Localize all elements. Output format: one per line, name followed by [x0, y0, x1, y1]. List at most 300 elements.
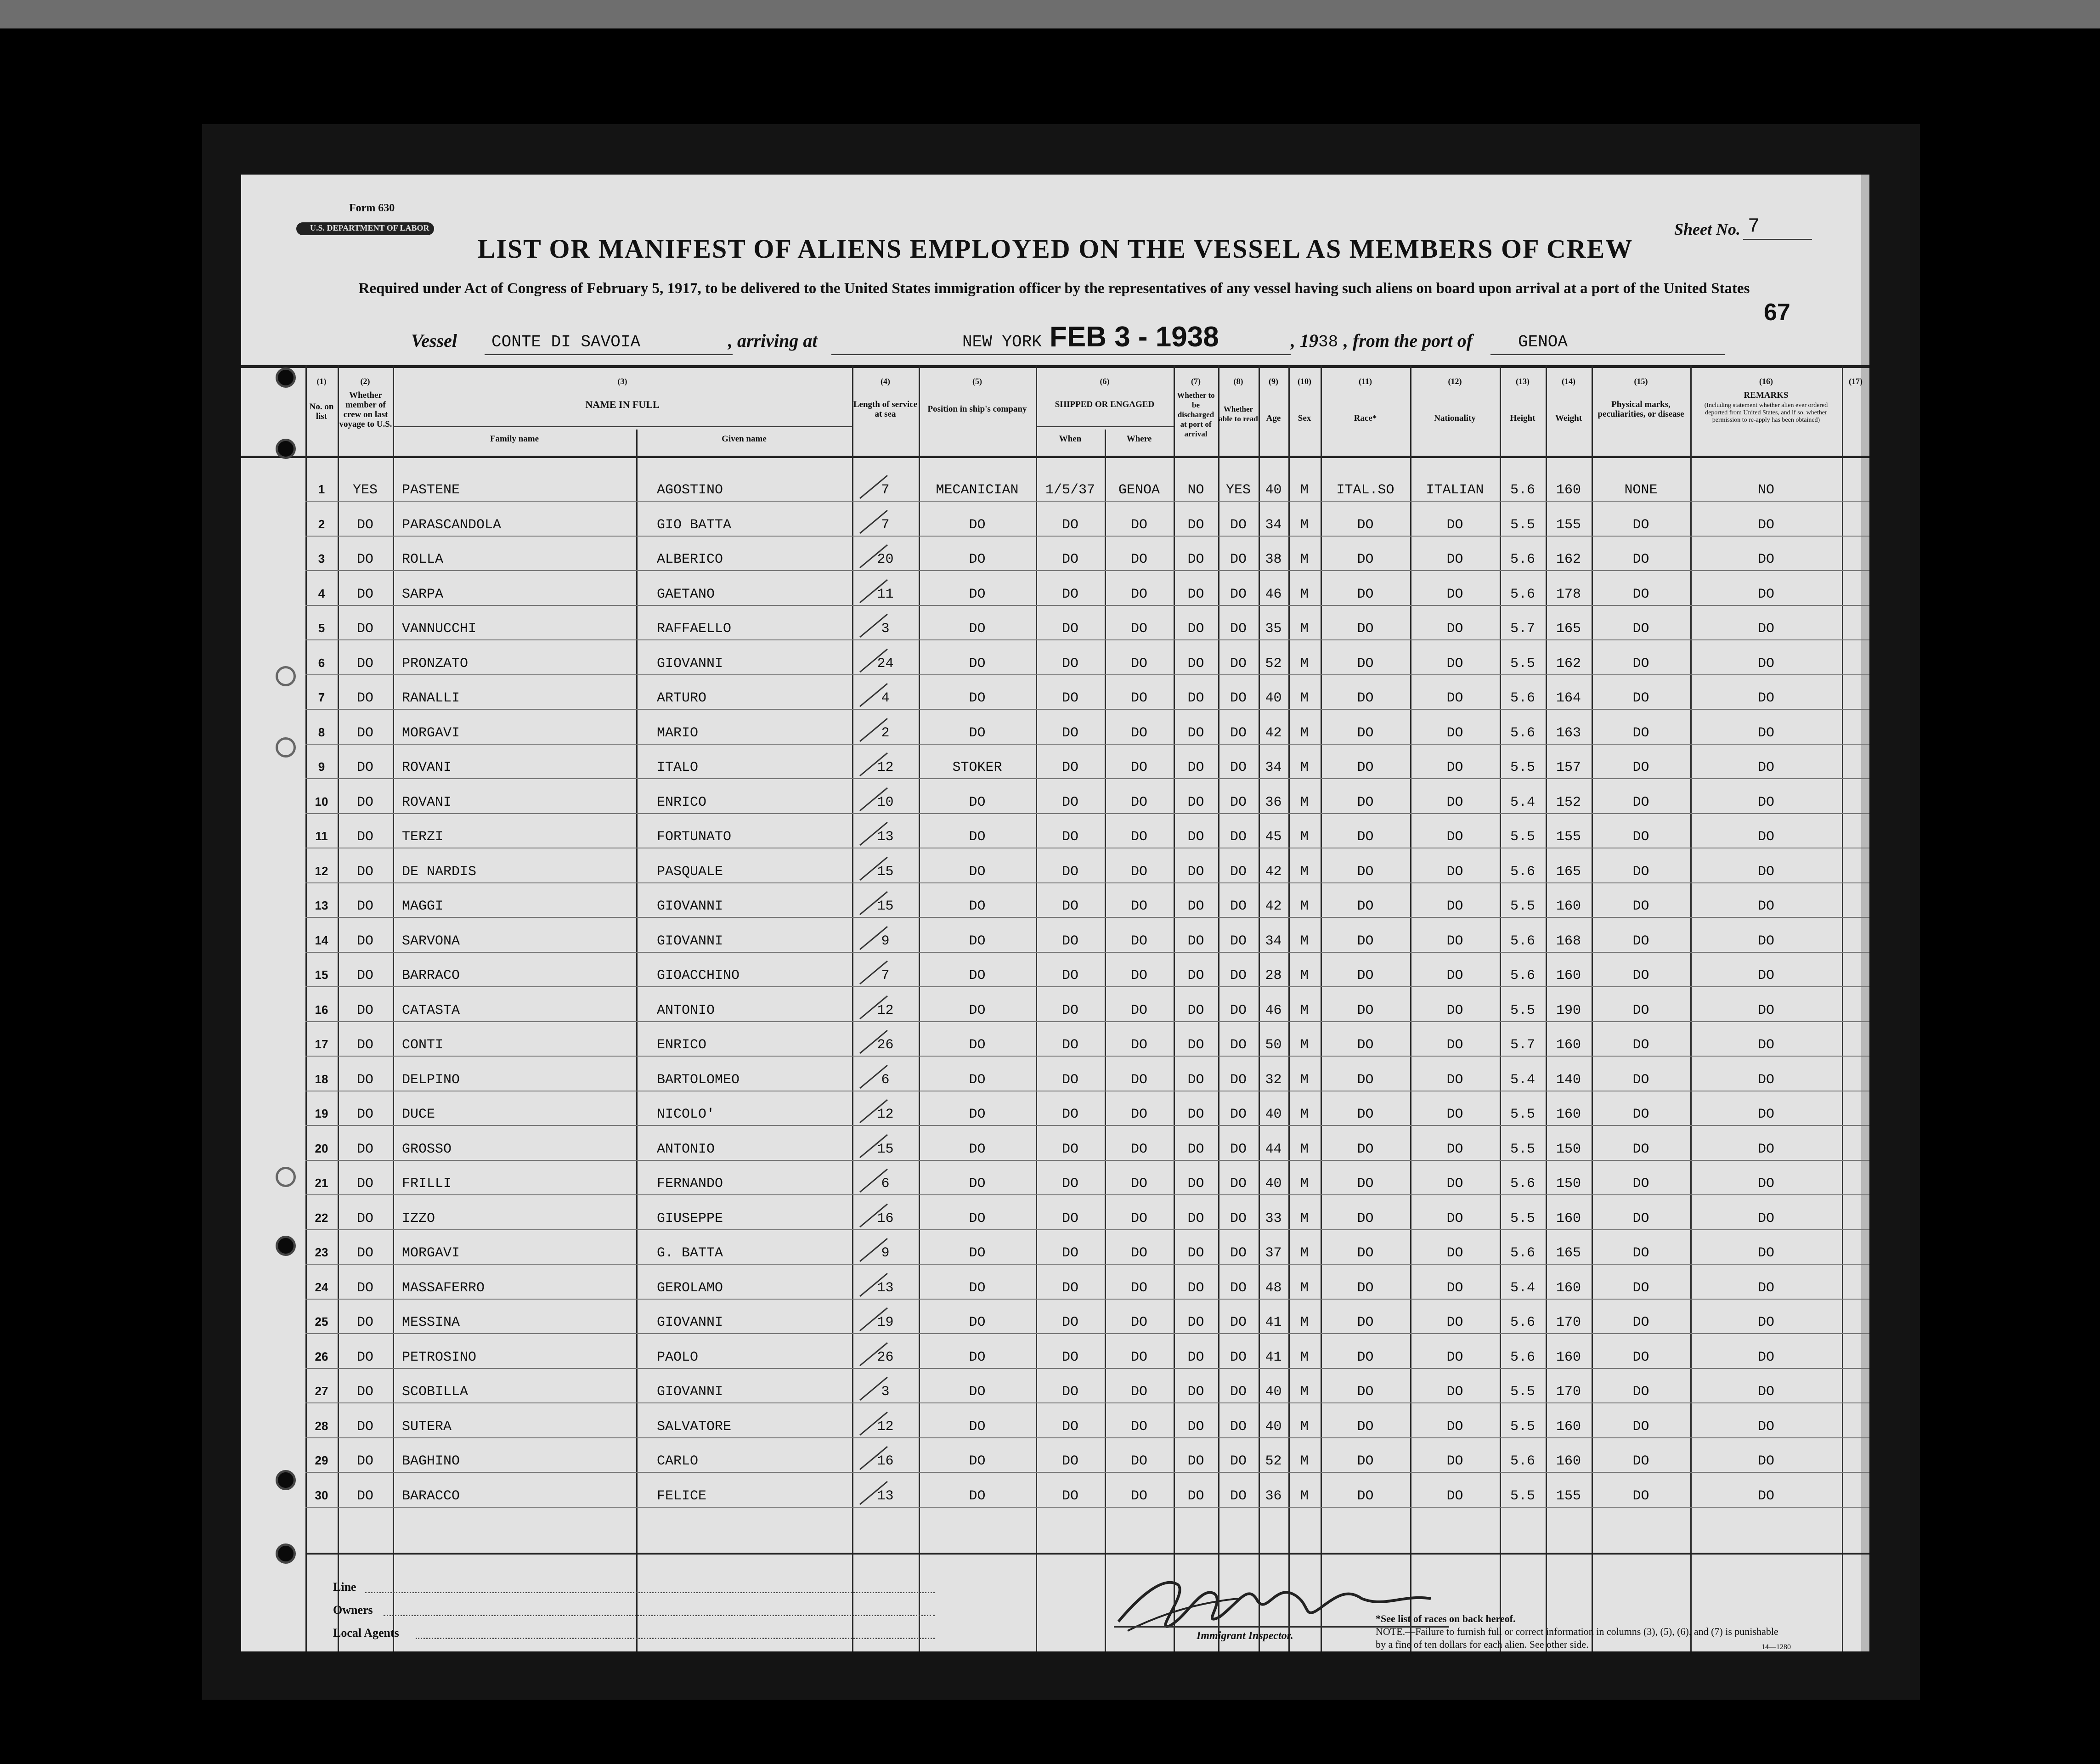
cell-where: DO [1130, 690, 1147, 706]
cell-no: 11 [315, 829, 328, 843]
row-rule [305, 709, 1869, 710]
cell-position: DO [969, 829, 986, 845]
col-6-number: (6) [1100, 377, 1110, 386]
cell-read: DO [1230, 1419, 1247, 1435]
cell-position: DO [969, 517, 986, 533]
cell-nat: DO [1446, 621, 1463, 637]
cell-given: GIOVANNI [657, 933, 723, 949]
cell-sex: M [1300, 1453, 1309, 1469]
cell-sex: M [1300, 1107, 1309, 1122]
cell-height: 5.5 [1510, 899, 1535, 914]
footer-agents-field [416, 1638, 935, 1639]
cell-weight: 160 [1556, 968, 1581, 984]
cell-no: 15 [315, 968, 328, 982]
col-3-family-header: Family name [490, 434, 539, 444]
cell-where: DO [1130, 1280, 1147, 1296]
cell-when: DO [1061, 864, 1078, 880]
cell-given: PASQUALE [657, 864, 723, 880]
col-4-header: Length of service at sea [853, 400, 918, 419]
cell-when: DO [1061, 1280, 1078, 1296]
cell-given: GIOACCHINO [657, 968, 740, 984]
col-3-number: (3) [617, 377, 627, 386]
col-5-number: (5) [972, 377, 982, 386]
cell-age: 34 [1265, 933, 1282, 949]
cell-read: DO [1230, 1002, 1247, 1018]
col-4-number: (4) [881, 377, 890, 386]
cell-discharged: DO [1187, 690, 1204, 706]
cell-nat: DO [1446, 725, 1463, 741]
footer-line-field [365, 1592, 935, 1593]
cell-height: 5.5 [1510, 829, 1535, 845]
cell-height: 5.6 [1510, 968, 1535, 984]
cell-last: DO [356, 725, 373, 741]
cell-remarks: DO [1757, 1280, 1774, 1296]
cell-discharged: DO [1187, 760, 1204, 775]
cell-remarks: DO [1757, 794, 1774, 810]
cell-age: 52 [1265, 1453, 1282, 1469]
scan-top-strip [0, 0, 2100, 28]
col-15-number: (15) [1634, 377, 1648, 386]
cell-last: DO [356, 794, 373, 810]
cell-given: BARTOLOMEO [657, 1072, 740, 1088]
cell-position: DO [969, 1453, 986, 1469]
cell-marks: DO [1632, 690, 1649, 706]
cell-family: BARRACO [402, 968, 460, 984]
form-subtitle: Required under Act of Congress of February 5, 1917, to be delivered to the United States immigration officer by the representatives of any vessel having such aliens on board upon arrival at a port of the United States [358, 280, 1750, 297]
check-mark [858, 1340, 890, 1368]
cell-nat: DO [1446, 1210, 1463, 1227]
cell-read: DO [1230, 1384, 1247, 1400]
cell-discharged: DO [1187, 552, 1204, 567]
check-mark [858, 681, 890, 709]
cell-sex: M [1300, 1419, 1309, 1435]
cell-given: FERNANDO [657, 1176, 723, 1192]
cell-height: 5.5 [1510, 1210, 1535, 1227]
cell-where: DO [1130, 1488, 1147, 1504]
check-mark [858, 1028, 890, 1056]
cell-discharged: DO [1187, 656, 1204, 672]
cell-height: 5.7 [1510, 1037, 1535, 1053]
check-mark [858, 1410, 890, 1437]
cell-given: ANTONIO [657, 1141, 715, 1157]
cell-given: GIOVANNI [657, 899, 723, 914]
cell-sex: M [1300, 621, 1309, 637]
cell-no: 16 [315, 1002, 328, 1017]
row-rule [305, 1021, 1869, 1022]
cell-position: DO [969, 1107, 986, 1122]
col-17-number: (17) [1849, 377, 1863, 386]
cell-where: DO [1130, 1176, 1147, 1192]
cell-no: 25 [315, 1315, 328, 1329]
cell-where: DO [1130, 1384, 1147, 1400]
cell-when: DO [1061, 690, 1078, 706]
cell-service: 13 [877, 829, 894, 845]
table-header-rule [241, 456, 1869, 458]
cell-weight: 155 [1556, 1488, 1581, 1504]
cell-service: 6 [881, 1072, 890, 1088]
cell-sex: M [1300, 968, 1309, 984]
cell-marks: DO [1632, 1384, 1649, 1400]
cell-last: DO [356, 933, 373, 949]
cell-height: 5.6 [1510, 586, 1535, 602]
cell-marks: DO [1632, 1419, 1649, 1435]
cell-weight: 160 [1556, 899, 1581, 914]
col-6-where-header: Where [1126, 434, 1152, 444]
cell-no: 18 [315, 1072, 328, 1086]
cell-last: DO [356, 656, 373, 672]
cell-family: BAGHINO [402, 1453, 460, 1469]
row-rule [305, 639, 1869, 640]
cell-remarks: DO [1757, 829, 1774, 845]
cell-where: DO [1130, 1245, 1147, 1261]
cell-race: DO [1357, 1072, 1374, 1088]
cell-sex: M [1300, 586, 1309, 602]
cell-discharged: DO [1187, 829, 1204, 845]
cell-last: DO [356, 1453, 373, 1469]
cell-family: DELPINO [402, 1072, 460, 1088]
cell-sex: M [1300, 1488, 1309, 1504]
cell-nat: DO [1446, 552, 1463, 567]
footer-agents-label: Local Agents [333, 1626, 399, 1640]
cell-when: DO [1061, 725, 1078, 741]
cell-given: SALVATORE [657, 1419, 732, 1435]
cell-read: DO [1230, 586, 1247, 602]
cell-no: 8 [318, 725, 325, 739]
cell-last: DO [356, 760, 373, 775]
cell-height: 5.4 [1510, 1072, 1535, 1088]
cell-sex: M [1300, 794, 1309, 810]
cell-service: 9 [881, 1245, 890, 1261]
cell-discharged: DO [1187, 621, 1204, 637]
subcolumn-rule-1 [636, 430, 638, 1651]
cell-no: 19 [315, 1107, 328, 1120]
year-label: , 19 [1291, 330, 1318, 351]
cell-last: DO [356, 1315, 373, 1330]
cell-family: GROSSO [402, 1141, 452, 1157]
cell-position: STOKER [952, 760, 1002, 775]
cell-where: GENOA [1118, 482, 1160, 498]
cell-weight: 160 [1556, 1453, 1581, 1469]
cell-given: ALBERICO [657, 552, 723, 567]
cell-read: DO [1230, 1280, 1247, 1296]
cell-position: DO [969, 899, 986, 914]
row-rule [305, 674, 1869, 675]
cell-last: DO [356, 1107, 373, 1122]
cell-discharged: DO [1187, 1141, 1204, 1157]
cell-last: DO [356, 864, 373, 880]
cell-when: DO [1061, 1245, 1078, 1261]
cell-service: 7 [881, 968, 890, 984]
cell-weight: 160 [1556, 1210, 1581, 1227]
cell-remarks: DO [1757, 621, 1774, 637]
cell-family: IZZO [402, 1210, 435, 1227]
check-mark [858, 716, 890, 744]
cell-given: GIUSEPPE [657, 1210, 723, 1227]
cell-where: DO [1130, 1453, 1147, 1469]
row-rule [305, 1472, 1869, 1473]
cell-nat: DO [1446, 933, 1463, 949]
cell-given: GIOVANNI [657, 1315, 723, 1330]
cell-marks: DO [1632, 725, 1649, 741]
cell-weight: 162 [1556, 552, 1581, 567]
cell-service: 12 [877, 1002, 894, 1018]
cell-marks: DO [1632, 968, 1649, 984]
cell-when: DO [1061, 1176, 1078, 1192]
cell-read: DO [1230, 794, 1247, 810]
cell-last: DO [356, 1419, 373, 1435]
cell-race: ITAL.SO [1336, 482, 1394, 498]
cell-where: DO [1130, 760, 1147, 775]
cell-height: 5.6 [1510, 482, 1535, 498]
cell-position: DO [969, 690, 986, 706]
cell-family: RANALLI [402, 690, 460, 706]
col-13-header: Height [1510, 413, 1535, 423]
cell-where: DO [1130, 1419, 1147, 1435]
cell-height: 5.5 [1510, 656, 1535, 672]
col-10-header: Sex [1298, 413, 1311, 423]
row-rule [305, 501, 1869, 502]
cell-service: 3 [881, 621, 890, 637]
cell-no: 26 [315, 1349, 328, 1363]
row-rule [305, 917, 1869, 918]
table-bottom-rule [305, 1553, 1869, 1555]
check-mark [858, 994, 890, 1021]
cell-service: 15 [877, 864, 894, 880]
cell-age: 28 [1265, 968, 1282, 984]
cell-given: CARLO [657, 1453, 699, 1469]
col-2-header: Whether member of crew on last voyage to U.S. [339, 390, 392, 429]
cell-weight: 164 [1556, 690, 1581, 706]
cell-no: 1 [318, 482, 325, 496]
cell-remarks: DO [1757, 1107, 1774, 1122]
date-stamp: FEB 3 - 1938 [1050, 321, 1219, 353]
cell-no: 29 [315, 1453, 328, 1467]
cell-race: DO [1357, 794, 1374, 810]
cell-family: SUTERA [402, 1419, 452, 1435]
cell-weight: 157 [1556, 760, 1581, 775]
cell-read: DO [1230, 1315, 1247, 1330]
cell-discharged: DO [1187, 1349, 1204, 1365]
cell-read: DO [1230, 1176, 1247, 1192]
cell-race: DO [1357, 1245, 1374, 1261]
row-rule [305, 1160, 1869, 1161]
cell-age: 40 [1265, 1107, 1282, 1122]
cell-service: 3 [881, 1384, 890, 1400]
cell-race: DO [1357, 760, 1374, 775]
cell-age: 46 [1265, 1002, 1282, 1018]
cell-read: DO [1230, 933, 1247, 949]
cell-age: 38 [1265, 552, 1282, 567]
cell-discharged: DO [1187, 1245, 1204, 1261]
cell-age: 33 [1265, 1210, 1282, 1227]
cell-nat: DO [1446, 1141, 1463, 1157]
cell-height: 5.6 [1510, 1453, 1535, 1469]
cell-sex: M [1300, 1037, 1309, 1053]
cell-sex: M [1300, 1384, 1309, 1400]
cell-height: 5.6 [1510, 1176, 1535, 1192]
cell-race: DO [1357, 1349, 1374, 1365]
inspector-label: Immigrant Inspector. [1197, 1630, 1293, 1642]
cell-marks: DO [1632, 899, 1649, 914]
cell-nat: DO [1446, 1072, 1463, 1088]
cell-nat: DO [1446, 586, 1463, 602]
cell-service: 13 [877, 1488, 894, 1504]
binder-hole [276, 1167, 296, 1187]
cell-age: 50 [1265, 1037, 1282, 1053]
form-code: 14—1280 [1761, 1643, 1791, 1651]
from-port-label: , from the port of [1344, 330, 1473, 351]
cell-age: 52 [1265, 656, 1282, 672]
cell-nat: DO [1446, 690, 1463, 706]
cell-age: 37 [1265, 1245, 1282, 1261]
cell-discharged: DO [1187, 1176, 1204, 1192]
cell-sex: M [1300, 1349, 1309, 1365]
cell-weight: 160 [1556, 1280, 1581, 1296]
cell-read: DO [1230, 1107, 1247, 1122]
col-16-header: REMARKS [1744, 390, 1789, 400]
binder-hole [276, 1236, 296, 1256]
cell-race: DO [1357, 552, 1374, 567]
cell-given: GIO BATTA [657, 517, 732, 533]
cell-nat: DO [1446, 1107, 1463, 1122]
cell-nat: DO [1446, 656, 1463, 672]
cell-sex: M [1300, 1315, 1309, 1330]
cell-read: DO [1230, 829, 1247, 845]
cell-no: 23 [315, 1245, 328, 1259]
cell-position: DO [969, 1488, 986, 1504]
cell-weight: 140 [1556, 1072, 1581, 1088]
cell-service: 20 [877, 552, 894, 567]
cell-when: DO [1061, 517, 1078, 533]
cell-given: NICOLO' [657, 1107, 715, 1122]
check-mark [858, 1444, 890, 1472]
cell-race: DO [1357, 864, 1374, 880]
cell-remarks: DO [1757, 725, 1774, 741]
vessel-name: CONTE DI SAVOIA [491, 333, 641, 351]
cell-age: 40 [1265, 690, 1282, 706]
cell-position: DO [969, 1419, 986, 1435]
cell-given: GEROLAMO [657, 1280, 723, 1296]
cell-discharged: DO [1187, 1037, 1204, 1053]
cell-remarks: DO [1757, 1315, 1774, 1330]
cell-nat: DO [1446, 1245, 1463, 1261]
cell-age: 42 [1265, 725, 1282, 741]
cell-no: 30 [315, 1488, 328, 1502]
cell-age: 40 [1265, 1384, 1282, 1400]
cell-no: 24 [315, 1280, 328, 1294]
cell-where: DO [1130, 1107, 1147, 1122]
check-mark [858, 1097, 890, 1125]
cell-last: DO [356, 899, 373, 914]
cell-family: PRONZATO [402, 656, 469, 672]
cell-nat: DO [1446, 1419, 1463, 1435]
cell-discharged: DO [1187, 1280, 1204, 1296]
col-6-when-header: When [1059, 434, 1082, 444]
cell-family: SCOBILLA [402, 1384, 469, 1400]
cell-last: YES [352, 482, 378, 498]
cell-where: DO [1130, 1141, 1147, 1157]
row-rule [305, 536, 1869, 537]
header-subrule-2 [1036, 426, 1174, 427]
cell-marks: DO [1632, 1176, 1649, 1192]
cell-given: ANTONIO [657, 1002, 715, 1018]
cell-last: DO [356, 1384, 373, 1400]
cell-service: 7 [881, 482, 890, 498]
cell-sex: M [1300, 1072, 1309, 1088]
cell-no: 20 [315, 1141, 328, 1155]
cell-height: 5.5 [1510, 1419, 1535, 1435]
cell-service: 12 [877, 1107, 894, 1122]
cell-race: DO [1357, 1037, 1374, 1053]
col-2-number: (2) [360, 377, 370, 386]
cell-position: DO [969, 586, 986, 602]
cell-marks: DO [1632, 933, 1649, 949]
row-rule [305, 1368, 1869, 1369]
cell-service: 6 [881, 1176, 890, 1192]
cell-where: DO [1130, 552, 1147, 567]
cell-nat: DO [1446, 1037, 1463, 1053]
cell-read: DO [1230, 725, 1247, 741]
cell-read: DO [1230, 1037, 1247, 1053]
cell-remarks: DO [1757, 552, 1774, 567]
cell-given: PAOLO [657, 1349, 699, 1365]
cell-height: 5.5 [1510, 1141, 1535, 1157]
binder-hole [276, 1544, 296, 1564]
cell-no: 13 [315, 899, 328, 912]
cell-position: DO [969, 1037, 986, 1053]
row-rule [305, 986, 1869, 987]
check-mark [858, 612, 890, 639]
cell-remarks: DO [1757, 1245, 1774, 1261]
cell-when: DO [1061, 656, 1078, 672]
cell-last: DO [356, 621, 373, 637]
cell-when: DO [1061, 1210, 1078, 1227]
check-mark [858, 889, 890, 917]
cell-no: 14 [315, 933, 328, 947]
cell-age: 40 [1265, 1176, 1282, 1192]
cell-read: DO [1230, 1210, 1247, 1227]
cell-when: DO [1061, 1349, 1078, 1365]
cell-position: DO [969, 1280, 986, 1296]
cell-marks: DO [1632, 1002, 1649, 1018]
check-mark [858, 647, 890, 674]
cell-age: 44 [1265, 1141, 1282, 1157]
cell-weight: 165 [1556, 864, 1581, 880]
row-rule [305, 952, 1869, 953]
cell-remarks: DO [1757, 933, 1774, 949]
page-stamp: 67 [1764, 299, 1790, 326]
cell-position: DO [969, 621, 986, 637]
row-rule [305, 570, 1869, 571]
cell-age: 40 [1265, 1419, 1282, 1435]
cell-discharged: DO [1187, 1315, 1204, 1330]
cell-service: 11 [877, 586, 894, 602]
col-8-number: (8) [1233, 377, 1243, 386]
cell-age: 36 [1265, 794, 1282, 810]
cell-weight: 163 [1556, 725, 1581, 741]
col-11-number: (11) [1359, 377, 1372, 386]
cell-last: DO [356, 586, 373, 602]
cell-family: ROVANI [402, 794, 452, 810]
cell-nat: DO [1446, 829, 1463, 845]
cell-position: DO [969, 1349, 986, 1365]
check-mark [858, 1306, 890, 1333]
cell-family: FRILLI [402, 1176, 452, 1192]
cell-nat: DO [1446, 864, 1463, 880]
cell-family: SARVONA [402, 933, 460, 949]
cell-family: MORGAVI [402, 725, 460, 741]
row-rule [305, 1507, 1869, 1508]
